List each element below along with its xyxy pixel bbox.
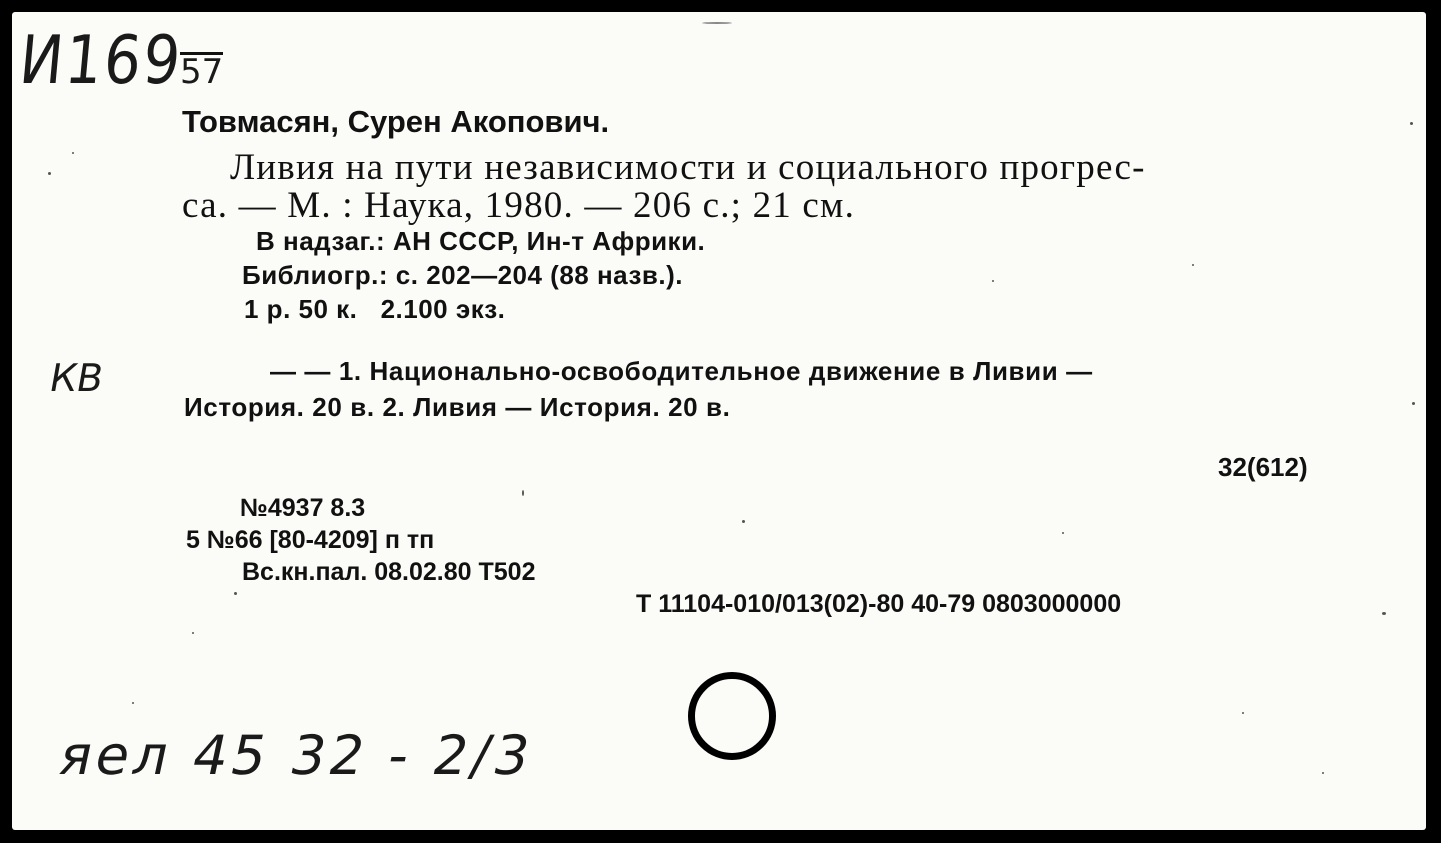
speck: [72, 152, 74, 154]
book-chamber-info: Вс.кн.пал. 08.02.80 Т502: [242, 558, 536, 586]
classification-code: 32(612): [1218, 452, 1308, 482]
note-header: В надзаг.: АН СССР, Ин-т Африки.: [256, 226, 706, 256]
speck: [992, 280, 994, 282]
speck: [1322, 772, 1324, 774]
speck: [522, 490, 524, 496]
speck: [1062, 532, 1064, 534]
speck: [1382, 612, 1386, 615]
speck: [1412, 402, 1415, 405]
speck: [1192, 264, 1194, 266]
call-number-main: И169: [16, 20, 186, 100]
card-hole: [688, 672, 776, 760]
inventory-handwritten: яел 45 32 - 2/3: [53, 724, 540, 787]
speck: [192, 632, 194, 634]
subjects-line-2: История. 20 в. 2. Ливия — История. 20 в.: [184, 392, 731, 422]
speck: [234, 592, 237, 595]
author-heading: Товмасян, Сурен Акопович.: [182, 104, 610, 139]
title-line-1: Ливия на пути независимости и социального прогрес-: [230, 147, 1146, 188]
print-info: 5 №66 [80-4209] п тп: [186, 526, 435, 554]
catalog-code: Т 11104-010/013(02)-80 40-79 0803000000: [636, 590, 1122, 618]
catalog-card: [12, 12, 1426, 830]
speck: [132, 702, 134, 704]
note-bibliography: Библиогр.: с. 202—204 (88 назв.).: [242, 260, 683, 290]
speck: [1242, 712, 1244, 714]
speck: [48, 172, 51, 175]
subjects-line-1: — — 1. Национально-освободительное движение в Ливии —: [270, 356, 1093, 386]
handwritten-mark: КВ: [46, 356, 107, 400]
call-number-sub: 57: [180, 52, 224, 92]
speck: [1410, 122, 1413, 125]
title-line-2: са. — М. : Наука, 1980. — 206 с.; 21 см.: [182, 185, 856, 226]
speck: [702, 22, 732, 24]
speck: [742, 520, 745, 523]
note-price: 1 р. 50 к. 2.100 экз.: [244, 294, 506, 324]
order-number: №4937 8.3: [240, 494, 366, 522]
